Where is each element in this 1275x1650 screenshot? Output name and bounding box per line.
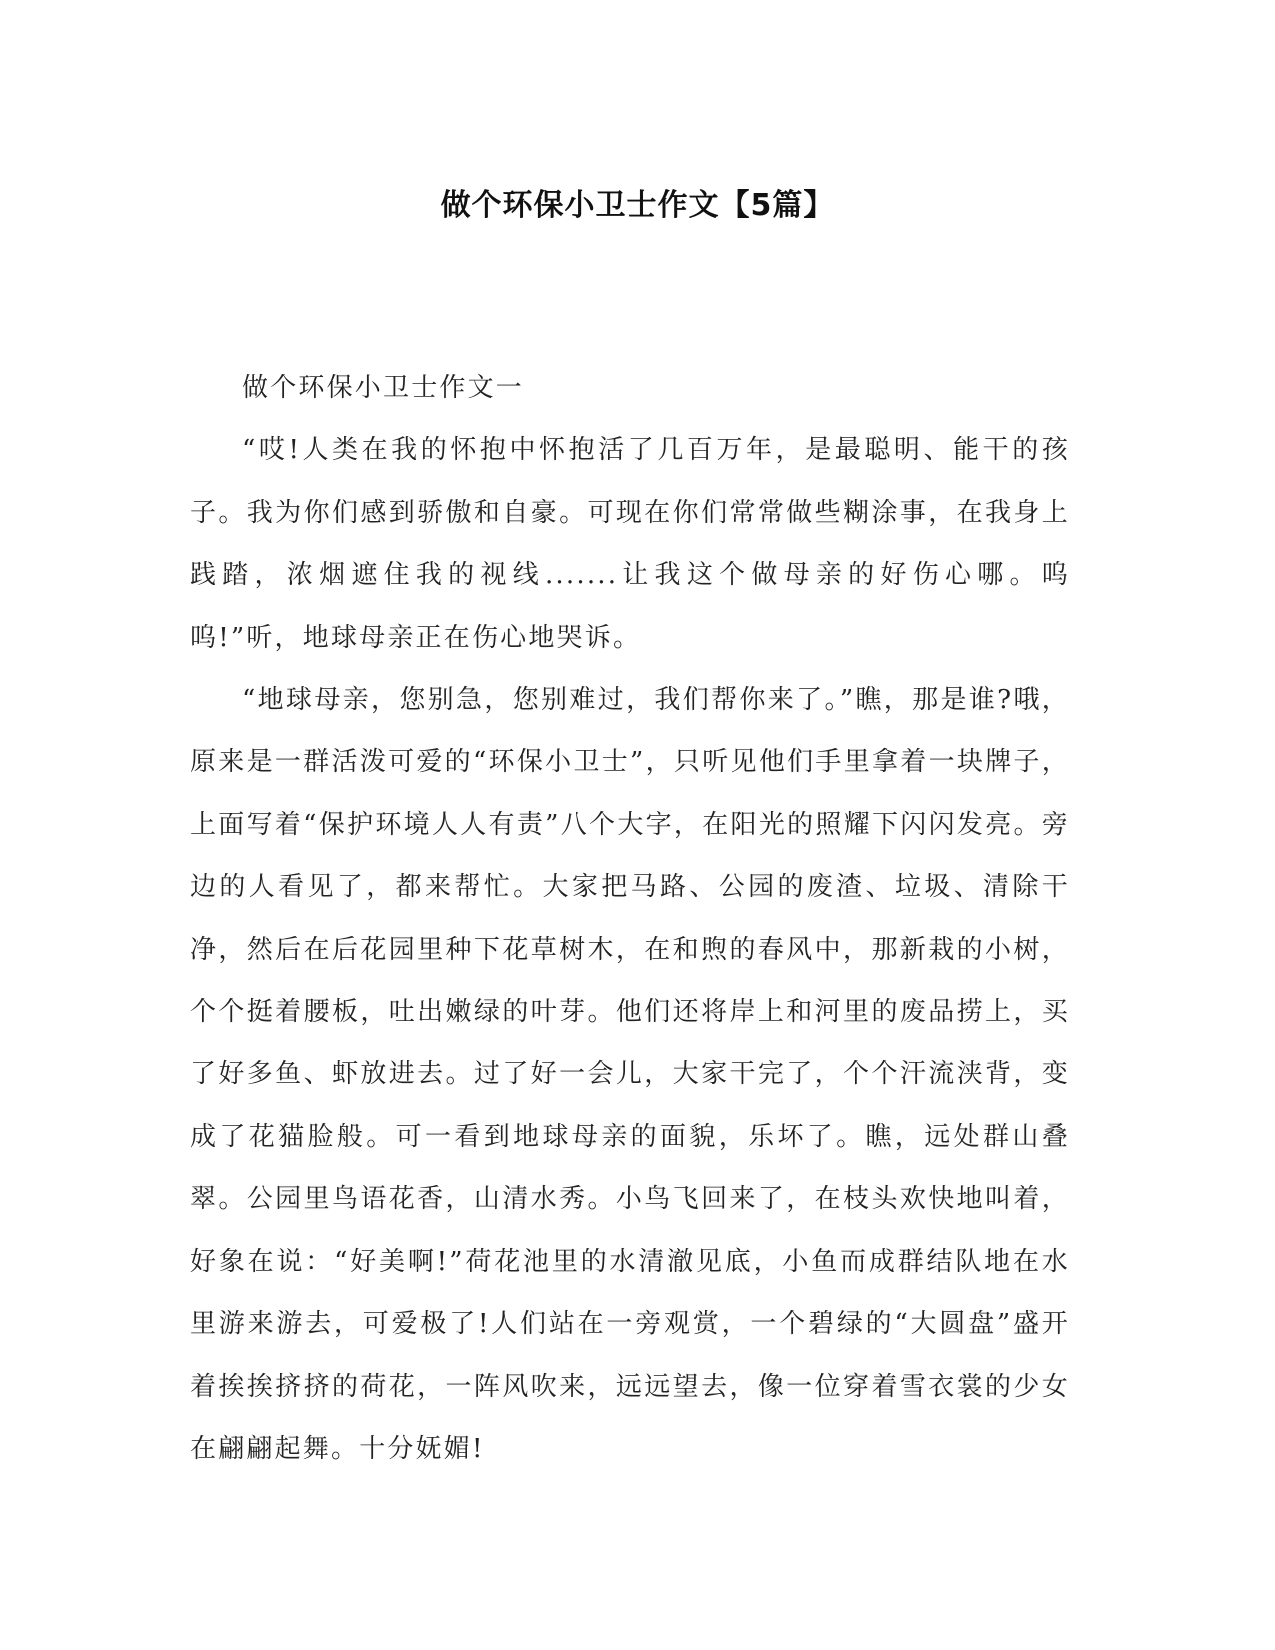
paragraph-1: “哎!人类在我的怀抱中怀抱活了几百万年，是最聪明、能干的孩子。我为你们感到骄傲和自豪。可现在你们常常做些糊涂事，在我身上践踏，浓烟遮住我的视线.......让我这个做母亲的好伤心哪。呜呜!”听，地球母亲正在伤心地哭诉。 xyxy=(190,435,1070,653)
section-heading: 做个环保小卫士作文一 xyxy=(242,373,525,403)
document-title: 做个环保小卫士作文【5篇】 xyxy=(440,188,835,223)
paragraph-2: “地球母亲，您别急，您别难过，我们帮你来了。”瞧，那是谁?哦，原来是一群活泼可爱的“环保小卫士”，只听见他们手里拿着一块牌子，上面写着“保护环境人人有责”八个大字，在阳光的照耀下闪闪发亮。旁边的人看见了，都来帮忙。大家把马路、公园的废渣、垃圾、清除干净，然后在后花园里种下花草树木，在和煦的春风中，那新栽的小树，个个挺着腰板，吐出嫩绿的叶芽。他们还将岸上和河里的废品捞上，买了好多鱼、虾放进去。过了好一会儿，大家干完了，个个汗流浃背，变成了花猫脸般。可一看到地球母亲的面貌，乐坏了。瞧，远处群山叠翠。公园里鸟语花香，山清水秀。小鸟飞回来了，在枝头欢快地叫着，好象在说：“好美啊!”荷花池里的水清澈见底，小鱼而成群结队地在水里游来游去，可爱极了!人们站在一旁观赏，一个碧绿的“大圆盘”盛开着挨挨挤挤的荷花，一阵风吹来，远远望去，像一位穿着雪衣裳的少女在翩翩起舞。十分妩媚! xyxy=(190,685,1070,1464)
document-body xyxy=(190,357,1070,1480)
